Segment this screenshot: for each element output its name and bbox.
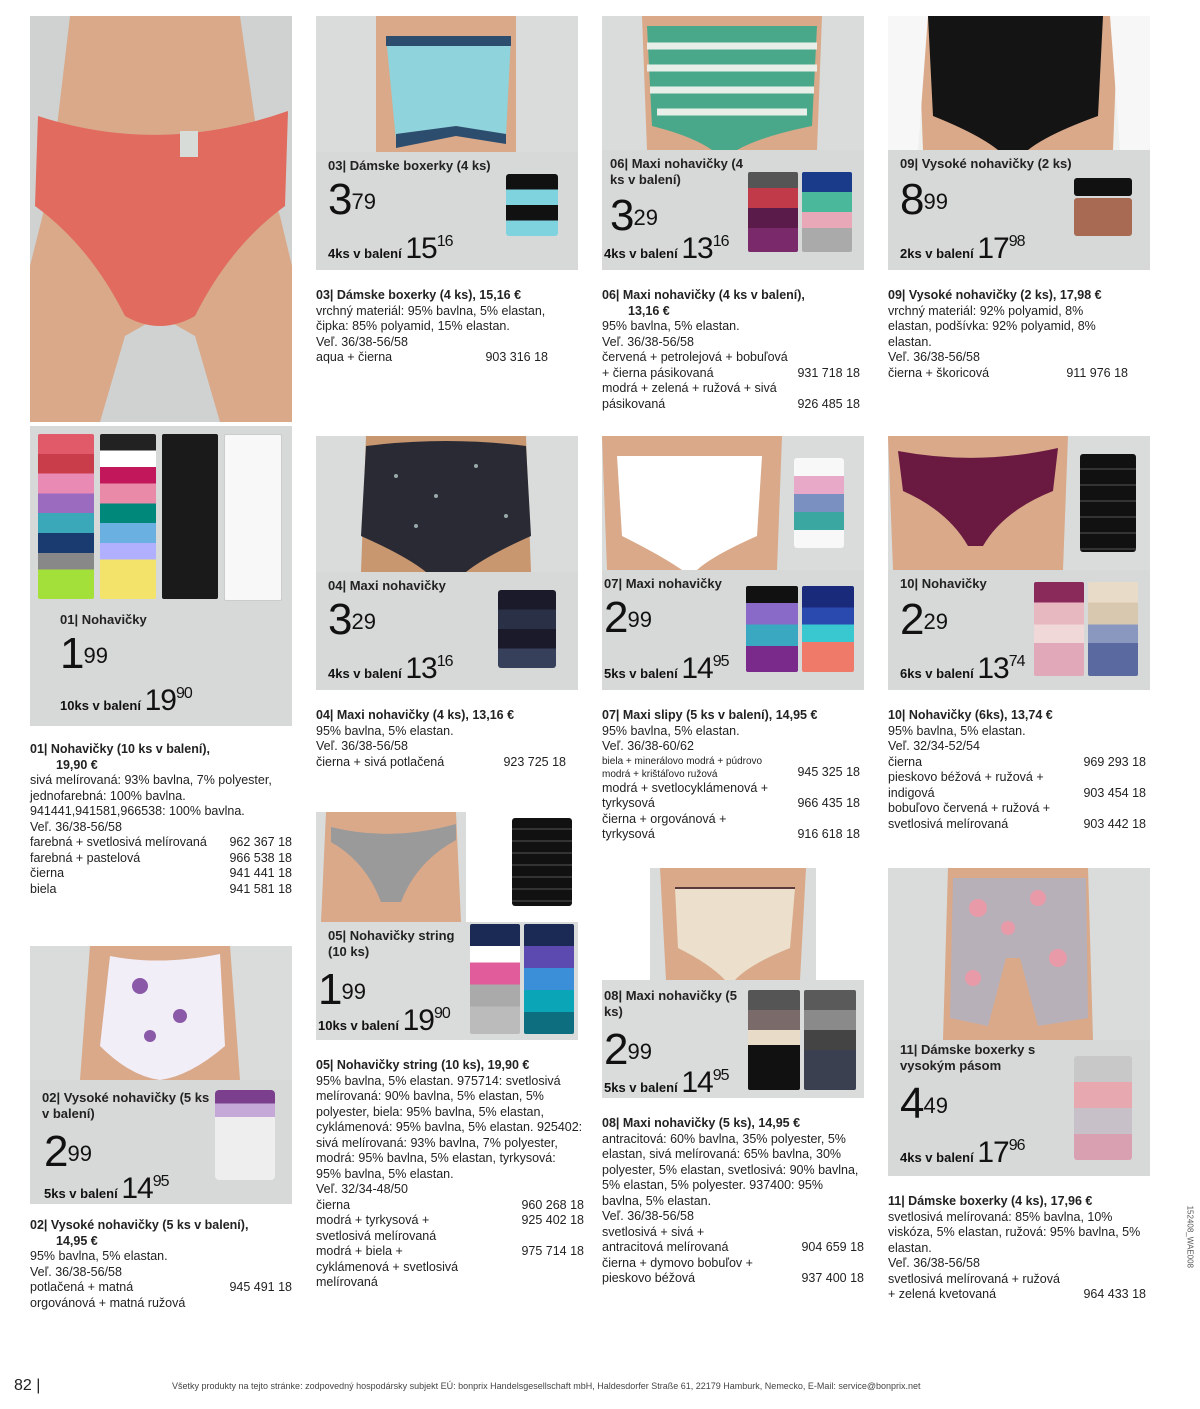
variant-row xyxy=(30,1280,292,1311)
variant-row xyxy=(30,851,292,867)
product-name: Maxi nohavičky (5 ks) xyxy=(604,988,737,1019)
product-02-model-photo xyxy=(30,946,292,1080)
product-05-black-pack-image xyxy=(512,818,572,906)
product-03-tag: 03| Dámske boxerky (4 ks) xyxy=(328,158,491,173)
product-number: 10 xyxy=(900,576,915,591)
desc-size: Veľ. 36/38-56/58 xyxy=(30,1264,122,1279)
variant-row xyxy=(888,1272,1146,1303)
product-11-price-box xyxy=(888,1040,1150,1176)
price-main: 1 xyxy=(60,629,84,678)
desc-title: 01| Nohavičky (10 ks v balení), xyxy=(30,742,210,756)
desc-material: 95% bavlna, 5% elastan. xyxy=(602,723,740,738)
desc-title-price: 13,16 € xyxy=(628,303,670,318)
variant-code: 931 718 18 xyxy=(797,365,860,380)
product-07-price xyxy=(604,593,652,642)
desc-material: 95% bavlna, 5% elastan. xyxy=(602,319,740,333)
footer-legal-text: Všetky produkty na tejto stránke: zodpovedný hospodársky subjekt EÚ: bonprix Handelsgesellschaft mbH, Haldesdorfer Straße 61, 22179 Hamburk, Nemecko, E-Mail: service@bonprix.net xyxy=(172,1381,921,1391)
product-name: Nohavičky string (10 ks) xyxy=(328,928,455,959)
variant-row xyxy=(888,770,1146,801)
variant-row xyxy=(316,755,566,771)
product-03-description xyxy=(316,288,548,366)
desc-size: Veľ. 36/38-56/58 xyxy=(602,1209,694,1223)
pack-price-cents: 98 xyxy=(1008,233,1025,250)
variant-row xyxy=(316,1213,584,1244)
variant-row xyxy=(602,381,860,412)
model-photo-graphic xyxy=(316,16,578,152)
product-09-price-box xyxy=(888,150,1150,270)
product-number: 01 xyxy=(60,612,75,627)
variant-name: biela + minerálovo modrá + púdrovo modrá + krištáľovo ružová xyxy=(602,755,763,780)
variant-code: 941 581 18 xyxy=(229,881,292,896)
product-number: 03 xyxy=(328,158,343,173)
product-08-pack-image xyxy=(748,990,856,1090)
product-06-pack-price xyxy=(604,232,729,266)
variant-row xyxy=(602,1225,864,1256)
product-name: Maxi nohavičky (4 ks v balení) xyxy=(610,156,743,187)
product-07-small-pack-image xyxy=(794,458,844,548)
variant-code: 903 442 18 xyxy=(1083,816,1146,831)
variant-name: farebná + svetlosivá melírovaná xyxy=(30,835,207,849)
model-photo-graphic xyxy=(602,16,864,150)
page-number-value: 82 xyxy=(14,1377,32,1394)
variant-code: 937 400 18 xyxy=(801,1271,864,1285)
variant-row xyxy=(602,350,860,381)
product-02-tag: 02| Vysoké nohavičky (5 ks v balení) xyxy=(42,1090,210,1121)
variant-code: 966 538 18 xyxy=(229,850,292,865)
product-03-pack-image xyxy=(506,174,558,236)
variant-name: čierna + dymovo bobuľov + pieskovo béžová xyxy=(602,1255,753,1285)
product-06-tag: 06| Maxi nohavičky (4 ks v balení) xyxy=(610,156,743,187)
desc-title-price: 19,90 € xyxy=(56,757,98,772)
variant-name: farebná + pastelová xyxy=(30,850,141,865)
variant-code: 969 293 18 xyxy=(1083,754,1146,769)
desc-title: 11| Dámske boxerky (4 ks), 17,96 € xyxy=(888,1194,1093,1208)
desc-size: Veľ. 36/38-56/58 xyxy=(30,819,122,834)
product-11-tag: 11| Dámske boxerky s vysokým pásom xyxy=(900,1042,1036,1073)
product-09-pack-price xyxy=(900,232,1025,266)
product-01-pack-image xyxy=(38,434,284,604)
price-cents: 99 xyxy=(83,643,108,668)
product-02-price xyxy=(44,1127,92,1176)
pack-price-main: 19 xyxy=(402,1004,434,1037)
product-07-description xyxy=(602,708,860,843)
product-02-description xyxy=(30,1218,292,1311)
product-11-price xyxy=(900,1079,948,1128)
variant-code: 941 441 18 xyxy=(229,866,292,880)
product-01-model-photo xyxy=(30,16,292,422)
product-05-pack-price xyxy=(318,1004,450,1038)
variant-name: bobuľovo červená + ružová + svetlosivá melírovaná xyxy=(888,801,1051,831)
product-03-price xyxy=(328,175,376,224)
variant-name: čierna + sivá potlačená xyxy=(316,754,445,769)
price-main: 3 xyxy=(610,191,634,240)
pack-price-cents: 95 xyxy=(712,1067,729,1084)
product-01-tag: 01| Nohavičky xyxy=(60,612,147,627)
product-name: Vysoké nohavičky (5 ks v balení) xyxy=(42,1090,210,1121)
variant-name: modrá + tyrkysová + svetlosivá melírovaná xyxy=(316,1213,437,1243)
product-09-model-photo xyxy=(888,16,1150,150)
pack-label: 10ks v balení xyxy=(60,698,141,713)
price-cents: 99 xyxy=(627,607,652,632)
product-04-price-box xyxy=(316,572,578,690)
pack-price-cents: 16 xyxy=(436,653,453,670)
product-number: 11 xyxy=(900,1042,914,1057)
pack-price-main: 14 xyxy=(681,1066,713,1099)
product-name: Nohavičky xyxy=(921,576,987,591)
product-04-pack-price xyxy=(328,652,453,686)
variant-name: aqua + čierna xyxy=(316,350,393,364)
product-07-price-box xyxy=(602,570,864,690)
pack-label: 6ks v balení xyxy=(900,666,974,681)
product-10-pack-image xyxy=(1034,582,1138,676)
product-07-pack-price xyxy=(604,652,729,686)
desc-size: Veľ. 36/38-56/58 xyxy=(888,350,980,364)
desc-title: 10| Nohavičky (6ks), 13,74 € xyxy=(888,708,1053,722)
product-number: 09 xyxy=(900,156,915,171)
price-cents: 99 xyxy=(67,1141,92,1166)
product-10-model-photo xyxy=(888,436,1150,570)
product-07-tag: 07| Maxi nohavičky xyxy=(604,576,722,591)
variant-name: červená + petrolejová + bobuľová + čierna pásikovaná xyxy=(602,350,788,380)
variant-name: pieskovo béžová + ružová + indigová xyxy=(888,770,1044,800)
desc-size: Veľ. 36/38-56/58 xyxy=(888,1256,980,1270)
product-10-price-box xyxy=(888,570,1150,690)
product-name: Maxi nohavičky xyxy=(625,576,722,591)
product-11-model-photo xyxy=(888,868,1150,1040)
product-10-description xyxy=(888,708,1146,832)
variant-code: 903 454 18 xyxy=(1083,785,1146,800)
desc-size: Veľ. 36/38-60/62 xyxy=(602,739,694,753)
pack-label: 4ks v balení xyxy=(328,666,402,681)
product-11-pack-image xyxy=(1074,1056,1132,1160)
desc-title-price: 14,95 € xyxy=(56,1233,98,1248)
price-cents: 99 xyxy=(627,1039,652,1064)
product-06-description xyxy=(602,288,860,412)
product-08-pack-price xyxy=(604,1066,729,1100)
price-main: 1 xyxy=(318,965,342,1014)
pack-price-cents: 74 xyxy=(1008,653,1025,670)
desc-size: Veľ. 32/34-48/50 xyxy=(316,1182,408,1196)
variant-name: modrá + biela + cyklámenová + svetlosivá melírovaná xyxy=(316,1244,459,1289)
price-main: 2 xyxy=(900,595,924,644)
product-08-price-box xyxy=(602,980,864,1098)
price-cents: 29 xyxy=(351,609,376,634)
variant-code: 925 402 18 xyxy=(521,1213,584,1227)
variant-row xyxy=(888,755,1146,771)
variant-code: 926 485 18 xyxy=(797,396,860,411)
variant-code: 975 714 18 xyxy=(521,1244,584,1258)
desc-size: Veľ. 36/38-56/58 xyxy=(316,334,408,349)
product-10-price xyxy=(900,595,948,644)
product-08-tag: 08| Maxi nohavičky (5 ks) xyxy=(604,988,737,1019)
product-10-pack-price xyxy=(900,652,1025,686)
desc-material: antracitová: 60% bavlna, 35% polyester, 5% elastan, sivá melírovaná: 65% bavlna, 30% polyester, 5% elastan, svetlosivá: 90% bavlna, 5% elastan, 5% polyester. 937400: 95% bavlna, 5% elastan. xyxy=(602,1131,859,1208)
product-03-model-photo xyxy=(316,16,578,152)
variant-code: 962 367 18 xyxy=(229,835,292,849)
product-09-tag: 09| Vysoké nohavičky (2 ks) xyxy=(900,156,1072,171)
variant-row xyxy=(602,755,860,781)
desc-size: Veľ. 32/34-52/54 xyxy=(888,739,980,753)
product-05-tag: 05| Nohavičky string (10 ks) xyxy=(328,928,455,959)
pack-label: 10ks v balení xyxy=(318,1018,399,1033)
variant-name: čierna xyxy=(316,1197,351,1212)
product-number: 05 xyxy=(328,928,343,943)
price-cents: 79 xyxy=(351,189,376,214)
product-01-price xyxy=(60,629,108,678)
pack-price-main: 13 xyxy=(405,652,437,685)
variant-name: potlačená + matná orgovánová + matná ružová xyxy=(30,1280,186,1310)
variant-row xyxy=(888,801,1146,832)
pack-price-main: 17 xyxy=(977,232,1009,265)
desc-title: 02| Vysoké nohavičky (5 ks v balení), xyxy=(30,1218,249,1232)
variant-row xyxy=(888,366,1128,382)
product-05-description xyxy=(316,1058,584,1291)
pack-label: 5ks v balení xyxy=(604,1080,678,1095)
pack-price-main: 13 xyxy=(681,232,713,265)
page-number: 82 | xyxy=(14,1377,41,1394)
product-03-pack-price xyxy=(328,232,453,266)
product-04-price xyxy=(328,595,376,644)
pack-price-cents: 90 xyxy=(175,685,192,702)
variant-row xyxy=(30,882,292,898)
pack-price-main: 17 xyxy=(977,1136,1009,1169)
price-cents: 99 xyxy=(923,189,948,214)
product-number: 08 xyxy=(604,988,619,1003)
product-09-description xyxy=(888,288,1128,381)
pack-price-cents: 90 xyxy=(433,1005,450,1022)
desc-title: 09| Vysoké nohavičky (2 ks), 17,98 € xyxy=(888,288,1102,302)
pack-price-cents: 95 xyxy=(712,653,729,670)
variant-name: modrá + svetlocyklámenová + tyrkysová xyxy=(602,780,769,810)
desc-title: 05| Nohavičky string (10 ks), 19,90 € xyxy=(316,1058,530,1072)
desc-title: 08| Maxi nohavičky (5 ks), 14,95 € xyxy=(602,1116,801,1130)
product-04-tag: 04| Maxi nohavičky xyxy=(328,578,446,593)
product-05-price-box xyxy=(316,922,578,1040)
variant-code: 916 618 18 xyxy=(797,827,860,841)
product-10-tag: 10| Nohavičky xyxy=(900,576,987,591)
variant-code: 904 659 18 xyxy=(801,1240,864,1254)
pack-label: 4ks v balení xyxy=(604,246,678,261)
variant-code: 960 268 18 xyxy=(521,1197,584,1212)
variant-code: 945 325 18 xyxy=(797,765,860,779)
desc-title: 04| Maxi nohavičky (4 ks), 13,16 € xyxy=(316,708,515,722)
product-10-black-pack-image xyxy=(1080,454,1136,552)
product-number: 02 xyxy=(42,1090,57,1105)
product-04-description xyxy=(316,708,566,770)
product-01-price-box xyxy=(30,426,292,726)
product-06-model-photo xyxy=(602,16,864,150)
product-03-price-box xyxy=(316,152,578,270)
desc-material: 95% bavlna, 5% elastan. xyxy=(888,723,1026,738)
pack-price-main: 14 xyxy=(681,652,713,685)
pack-price-main: 14 xyxy=(121,1172,153,1205)
variant-row xyxy=(316,350,548,366)
desc-material: 95% bavlna, 5% elastan. xyxy=(316,723,454,738)
pack-label: 5ks v balení xyxy=(44,1186,118,1201)
product-01-description xyxy=(30,742,292,897)
variant-code: 945 491 18 xyxy=(229,1280,292,1294)
price-cents: 29 xyxy=(633,205,658,230)
variant-row xyxy=(30,835,292,851)
price-cents: 29 xyxy=(923,609,948,634)
product-name: Dámske boxerky s vysokým pásom xyxy=(900,1042,1036,1073)
product-08-model-photo xyxy=(650,868,816,980)
price-main: 2 xyxy=(44,1127,68,1176)
pack-label: 4ks v balení xyxy=(328,246,402,261)
product-02-pack-image xyxy=(215,1090,275,1180)
desc-material: sivá melírovaná: 93% bavlna, 7% polyester, jednofarebná: 100% bavlna. 941441,941581,966538: 100% bavlna. xyxy=(30,773,272,818)
variant-code: 964 433 18 xyxy=(1083,1287,1146,1301)
pack-price-cents: 16 xyxy=(436,233,453,250)
product-number: 04 xyxy=(328,578,343,593)
pack-label: 4ks v balení xyxy=(900,1150,974,1165)
price-main: 2 xyxy=(604,593,628,642)
pack-price-main: 19 xyxy=(144,684,176,717)
price-main: 4 xyxy=(900,1079,924,1128)
desc-material: 95% bavlna, 5% elastan. xyxy=(30,1249,168,1263)
product-11-description xyxy=(888,1194,1146,1303)
product-number: 07 xyxy=(604,576,619,591)
price-cents: 99 xyxy=(341,979,366,1004)
desc-title: 03| Dámske boxerky (4 ks), 15,16 € xyxy=(316,288,522,302)
model-photo-graphic xyxy=(30,946,292,1080)
product-02-pack-price xyxy=(44,1172,169,1206)
desc-size: Veľ. 36/38-56/58 xyxy=(602,334,694,349)
product-01-pack-price xyxy=(60,684,192,718)
product-06-price-box xyxy=(602,150,864,270)
pack-price-main: 15 xyxy=(405,232,437,265)
variant-name: modrá + zelená + ružová + sivá pásikovaná xyxy=(602,381,777,411)
variant-name: čierna + orgovánová + tyrkysová xyxy=(602,811,727,841)
model-photo-graphic xyxy=(316,812,466,922)
pack-price-cents: 16 xyxy=(712,233,729,250)
variant-row xyxy=(30,866,292,882)
product-08-description xyxy=(602,1116,864,1287)
variant-name: čierna + škoricová xyxy=(888,365,990,380)
product-07-pack-image xyxy=(746,586,854,672)
variant-name: svetlosivá melírovaná + ružová + zelená kvetovaná xyxy=(888,1271,1060,1301)
variant-code: 911 976 18 xyxy=(1066,365,1128,380)
model-photo-graphic xyxy=(650,868,816,980)
product-09-pack-image xyxy=(1074,178,1132,236)
pack-price-cents: 95 xyxy=(152,1173,169,1190)
variant-name: biela xyxy=(30,881,57,896)
product-02-price-box xyxy=(30,1080,292,1204)
variant-row xyxy=(316,1198,584,1214)
desc-material: svetlosivá melírovaná: 85% bavlna, 10% viskóza, 5% elastan, ružová: 95% bavlna, 5% elastan. xyxy=(888,1209,1141,1255)
product-name: Maxi nohavičky xyxy=(349,578,446,593)
product-name: Vysoké nohavičky (2 ks) xyxy=(921,156,1072,171)
product-05-pack-image xyxy=(470,924,574,1034)
pack-label: 2ks v balení xyxy=(900,246,974,261)
variant-row xyxy=(602,1256,864,1287)
catalog-code: 152408_WAE008 xyxy=(1185,1205,1194,1268)
model-photo-graphic xyxy=(30,16,292,422)
product-04-pack-image xyxy=(498,590,556,668)
product-name: Nohavičky xyxy=(81,612,147,627)
pack-label: 5ks v balení xyxy=(604,666,678,681)
desc-material: 95% bavlna, 5% elastan. 975714: svetlosivá melírovaná: 90% bavlna, 5% elastan, 5% polyester, biela: 95% bavlna, 5% elastan, cyklámenová: 95% bavlna, 5% elastan. 925402: sivá melírovaná: 93% bavlna, 7% polyester, modrá: 95% bavlna, 5% elastan, tyrkysová: 95% bavlna, 5% elastan. xyxy=(316,1073,583,1181)
pack-price-cents: 96 xyxy=(1008,1137,1025,1154)
variant-code: 966 435 18 xyxy=(797,796,860,810)
product-07-model-photo xyxy=(602,436,864,570)
price-main: 3 xyxy=(328,175,352,224)
model-photo-graphic xyxy=(888,868,1150,1040)
variant-code: 903 316 18 xyxy=(485,350,548,364)
desc-material: vrchný materiál: 95% bavlna, 5% elastan, čipka: 85% polyamid, 15% elastan. xyxy=(316,303,546,333)
product-05-model-photo xyxy=(316,812,466,922)
desc-size: Veľ. 36/38-56/58 xyxy=(316,739,408,753)
product-06-pack-image xyxy=(748,172,852,252)
variant-row xyxy=(602,781,860,812)
price-cents: 49 xyxy=(923,1093,948,1118)
desc-title: 06| Maxi nohavičky (4 ks v balení), xyxy=(602,288,805,302)
product-04-model-photo xyxy=(316,436,578,572)
variant-code: 923 725 18 xyxy=(503,754,566,769)
model-photo-graphic xyxy=(888,16,1150,150)
desc-title: 07| Maxi slipy (5 ks v balení), 14,95 € xyxy=(602,708,818,722)
model-photo-graphic xyxy=(316,436,578,572)
price-main: 8 xyxy=(900,175,924,224)
variant-row xyxy=(602,812,860,843)
product-09-price xyxy=(900,175,948,224)
price-main: 3 xyxy=(328,595,352,644)
desc-material: vrchný materiál: 92% polyamid, 8% elastan, podšívka: 92% polyamid, 8% elastan. xyxy=(888,303,1096,349)
variant-name: čierna xyxy=(888,754,923,769)
variant-name: svetlosivá + sivá + antracitová melírovaná xyxy=(602,1224,729,1254)
variant-name: čierna xyxy=(30,866,65,880)
product-11-pack-price xyxy=(900,1136,1025,1170)
pack-price-main: 13 xyxy=(977,652,1009,685)
price-main: 2 xyxy=(604,1025,628,1074)
variant-row xyxy=(316,1244,584,1291)
product-number: 06 xyxy=(610,156,625,171)
product-name: Dámske boxerky (4 ks) xyxy=(349,158,491,173)
